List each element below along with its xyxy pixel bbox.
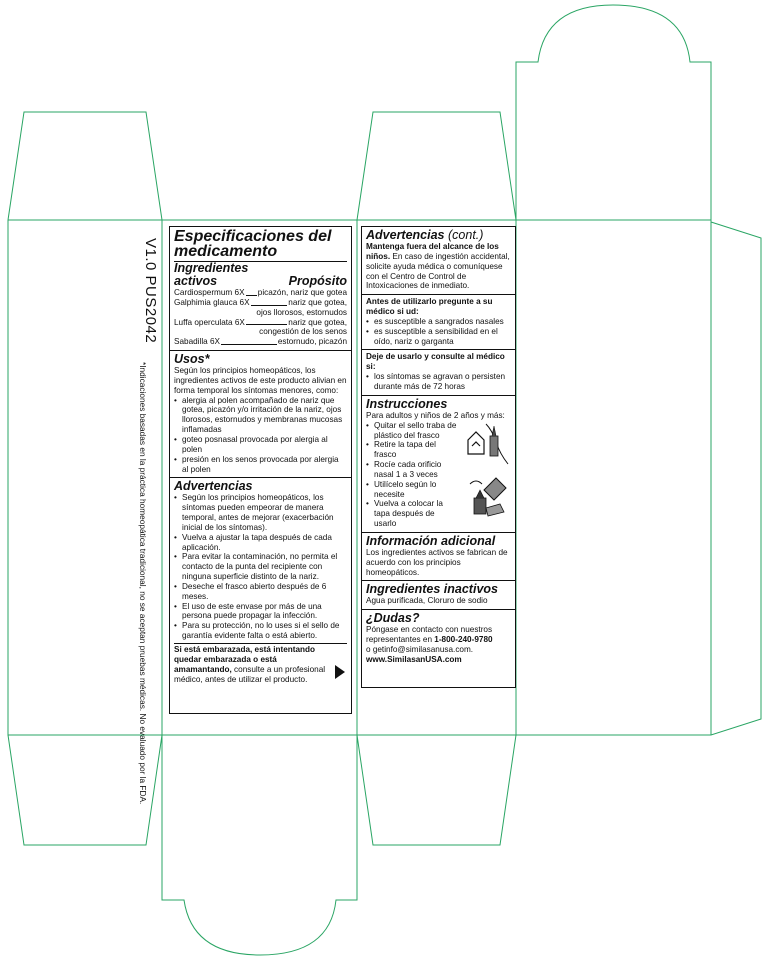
uses-list <box>174 396 347 475</box>
warnings-list <box>174 493 347 641</box>
ingredients-heading-row <box>174 261 347 288</box>
flap-top-middle <box>357 112 516 220</box>
ask-doctor-list <box>366 317 511 347</box>
inactive-ingredients-text: Agua purificada, Cloruro de sodio <box>366 596 488 606</box>
questions-section <box>362 610 515 667</box>
ingredient-row: Cardiospermum 6X picazón, nariz que gotea <box>174 288 347 297</box>
ingredient-row: Galphimia glauca 6X nariz que gotea, <box>174 297 347 307</box>
homeopathic-disclaimer: *Indicaciones basadas en la práctica homeopática tradicional, no se aceptan pruebas médicas. No evaluado por la FDA. <box>138 362 148 805</box>
list-item: • Deseche el frasco abierto después de 6 meses. <box>174 582 347 602</box>
spray-bottle-hand-icon <box>466 474 510 520</box>
list-item: • Quitar el sello traba de plástico del frasco <box>366 421 458 441</box>
list-item: • Rocíe cada orificio nasal 1 a 3 veces <box>366 460 458 480</box>
questions-heading: ¿Dudas? <box>366 611 420 626</box>
pregnancy-warning-bold: Si está embarazada, está intentando quedar embarazada o está amamantando, <box>174 645 316 674</box>
directions-intro: Para adultos y niños de 2 años y más: <box>366 410 505 420</box>
inactive-ingredients-section <box>362 581 515 610</box>
drug-facts-panel-left <box>169 226 352 714</box>
list-item: • los síntomas se agravan o persisten durante más de 72 horas <box>366 372 511 392</box>
other-info-section <box>362 533 515 582</box>
stop-use-list <box>366 372 511 392</box>
ingredient-purpose-cont: congestión de los senos <box>259 327 347 337</box>
warnings-section <box>170 478 351 687</box>
list-item: • es susceptible a sangrados nasales <box>366 317 511 327</box>
drug-facts-header <box>170 227 351 351</box>
list-item: • goteo posnasal provocada por alergia al polen <box>174 435 347 455</box>
flap-bottom-center <box>162 735 357 955</box>
directions-list <box>366 421 458 529</box>
list-item: • Vuelva a colocar la tapa después de usarlo <box>366 499 458 529</box>
ingredient-row: Sabadilla 6X estornudo, picazón <box>174 337 347 347</box>
ask-doctor-section <box>362 295 515 350</box>
list-item: • Para su protección, no lo uses si el sello de garantía evidente falta o está abierto. <box>174 621 347 641</box>
other-info-text: Los ingredientes activos se fabrican de acuerdo con los principios homeopáticos. <box>366 547 508 577</box>
ingredients-heading: Ingredientes activos <box>174 261 249 288</box>
keep-out-of-reach: Mantenga fuera del alcance de los niños. En caso de ingestión accidental, solicite ayuda médica o comuníquese con el Centro de Control de Intoxicaciones de inmediato. <box>366 242 510 291</box>
drug-facts-title: Especificaciones del medicamento <box>174 228 332 260</box>
continue-arrow-icon <box>335 665 345 679</box>
warnings-cont-section <box>362 227 515 295</box>
questions-text: Póngase en contacto con nuestros representantes en 1-800-240-9780 <box>366 625 493 645</box>
uses-intro: Según los principios homeopáticos, los ingredientes activos de este producto alivian en forma temporal los síntomas menores, como: <box>174 366 347 395</box>
list-item: • Vuelva a ajustar la tapa después de cada aplicación. <box>174 533 347 553</box>
warnings-cont-heading: Advertencias (cont.) <box>366 228 484 242</box>
other-info-heading: Información adicional <box>366 533 496 548</box>
pregnancy-warning <box>174 643 347 684</box>
flap-top-right <box>516 5 711 220</box>
purpose-heading: Propósito <box>288 274 347 288</box>
list-item: • Según los principios homeopáticos, los síntomas pueden empeorar de manera temporal, antes de mejorar (exacerbación inicial de los síntomas). <box>174 493 347 532</box>
list-item: • es susceptible a sensibilidad en el oído, nariz o garganta <box>366 327 511 347</box>
list-item: • El uso de este envase por más de una persona puede propagar la infección. <box>174 602 347 622</box>
website: www.SimilasanUSA.com <box>366 654 462 664</box>
ask-doctor-heading: Antes de utilizarlo pregunte a su médico si ud: <box>366 297 493 317</box>
directions-section <box>362 396 515 533</box>
warnings-heading: Advertencias <box>174 479 253 494</box>
flap-top-left <box>8 112 162 220</box>
stop-use-heading: Deje de usarlo y consulte al médico si: <box>366 352 505 372</box>
nasal-spray-illustration-icon <box>466 420 510 468</box>
flap-bottom-middle <box>357 735 516 845</box>
list-item: • Utilícelo según lo necesite <box>366 480 458 500</box>
ingredient-list <box>174 288 347 347</box>
list-item: • Para evitar la contaminación, no permita el contacto de la punta del recipiente con ninguna superficie distinto de la nariz. <box>174 552 347 582</box>
ingredient-row: Luffa operculata 6X nariz que gotea, <box>174 317 347 327</box>
inactive-ingredients-heading: Ingredientes inactivos <box>366 582 498 597</box>
directions-heading: Instrucciones <box>366 396 448 411</box>
contact-email: o getinfo@similasanusa.com. <box>366 645 474 654</box>
uses-section <box>170 351 351 478</box>
phone-number: 1-800-240-9780 <box>434 635 493 645</box>
list-item: • presión en los senos provocada por alergia al polen <box>174 455 347 475</box>
stop-use-section <box>362 350 515 395</box>
version-code: V1.0 PUS2042 <box>142 238 159 344</box>
pregnancy-warning-text: consulte a un profesional médico, antes de utilizar el producto. <box>174 664 326 684</box>
list-item: • Retire la tapa del frasco <box>366 440 458 460</box>
uses-heading: Usos* <box>174 352 210 367</box>
ingredient-purpose-cont: ojos llorosos, estornudos <box>256 307 347 317</box>
list-item: • alergia al polen acompañado de nariz que gotea, picazón y/o irritación de la nariz, ojos llorosos, estornudos y membranas mucosas inflamadas <box>174 396 347 435</box>
drug-facts-panel-right <box>361 226 516 688</box>
